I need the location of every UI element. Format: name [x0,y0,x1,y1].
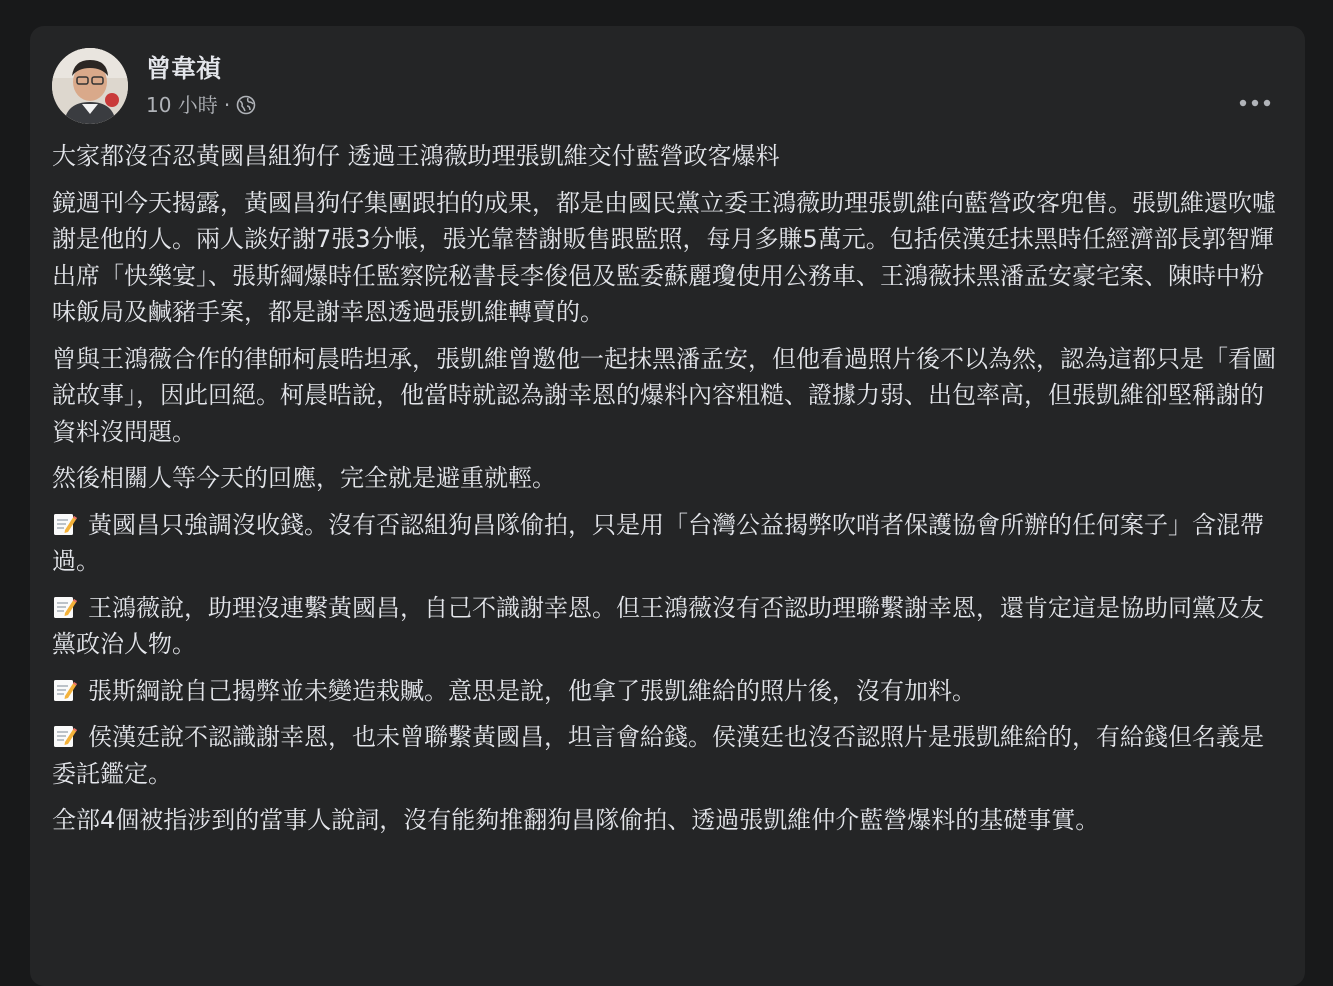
bullet-text: 王鴻薇說，助理沒連繫黃國昌，自己不識謝幸恩。但王鴻薇沒有否認助理聯繫謝幸恩，還肯定這是協助同黨及友黨政治人物。 [52,593,1264,658]
author-name[interactable]: 曾韋禎 [146,54,222,83]
post-time[interactable]: 10 小時 [146,93,218,117]
post-closing: 全部4個被指涉到的當事人說詞，沒有能夠推翻狗昌隊偷拍、透過張凱維仲介藍營爆料的基礎事實。 [52,806,1100,834]
meta-separator: · [223,93,231,117]
post-header [52,48,1283,124]
bullet-item [52,673,1282,710]
post-meta [146,92,256,118]
post-paragraph: 然後相關人等今天的回應，完全就是避重就輕。 [52,464,556,492]
more-options-icon[interactable] [1233,88,1277,118]
memo-icon [52,511,78,537]
avatar[interactable] [52,48,128,124]
bullet-item [52,590,1282,663]
bullet-item [52,719,1282,792]
post-paragraph: 曾與王鴻薇合作的律師柯晨晧坦承，張凱維曾邀他一起抹黑潘孟安，但他看過照片後不以為然，認為這都只是「看圖說故事」，因此回絕。柯晨晧說，他當時就認為謝幸恩的爆料內容粗糙、證據力弱、出包率高，但張凱維卻堅稱謝的資料沒問題。 [52,344,1276,446]
memo-icon [52,677,78,703]
bullet-text: 侯漢廷說不認識謝幸恩，也未曾聯繫黃國昌，坦言會給錢。侯漢廷也沒否認照片是張凱維給的，有給錢但名義是委託鑑定。 [52,723,1264,788]
post-headline: 大家都沒否忍黃國昌組狗仔 透過王鴻薇助理張凱維交付藍營政客爆料 [52,142,780,170]
bullet-text: 張斯綱說自己揭弊並未變造栽贓。意思是說，他拿了張凱維給的照片後，沒有加料。 [88,676,976,705]
avatar-photo [52,48,128,124]
bullet-item [52,507,1282,580]
memo-icon [52,594,78,620]
post-body [52,138,1282,849]
memo-icon [52,723,78,749]
globe-icon[interactable] [236,95,256,115]
post-paragraph: 鏡週刊今天揭露，黃國昌狗仔集團跟拍的成果，都是由國民黨立委王鴻薇助理張凱維向藍營政客兜售。張凱維還吹噓謝是他的人。兩人談好謝7張3分帳，張光靠替謝販售跟監照，每月多賺5萬元。包括侯漢廷抹黑時任經濟部長郭智輝出席「快樂宴」、張斯綱爆時任監察院秘書長李俊俋及監委蘇麗瓊使用公務車、王鴻薇抹黑潘孟安豪宅案、陳時中粉味飯局及鹹豬手案，都是謝幸恩透過張凱維轉賣的。 [52,188,1276,326]
bullet-text: 黃國昌只強調沒收錢。沒有否認組狗昌隊偷拍，只是用「台灣公益揭弊吹哨者保護協會所辦的任何案子」含混帶過。 [52,510,1264,575]
post-card [30,26,1305,986]
